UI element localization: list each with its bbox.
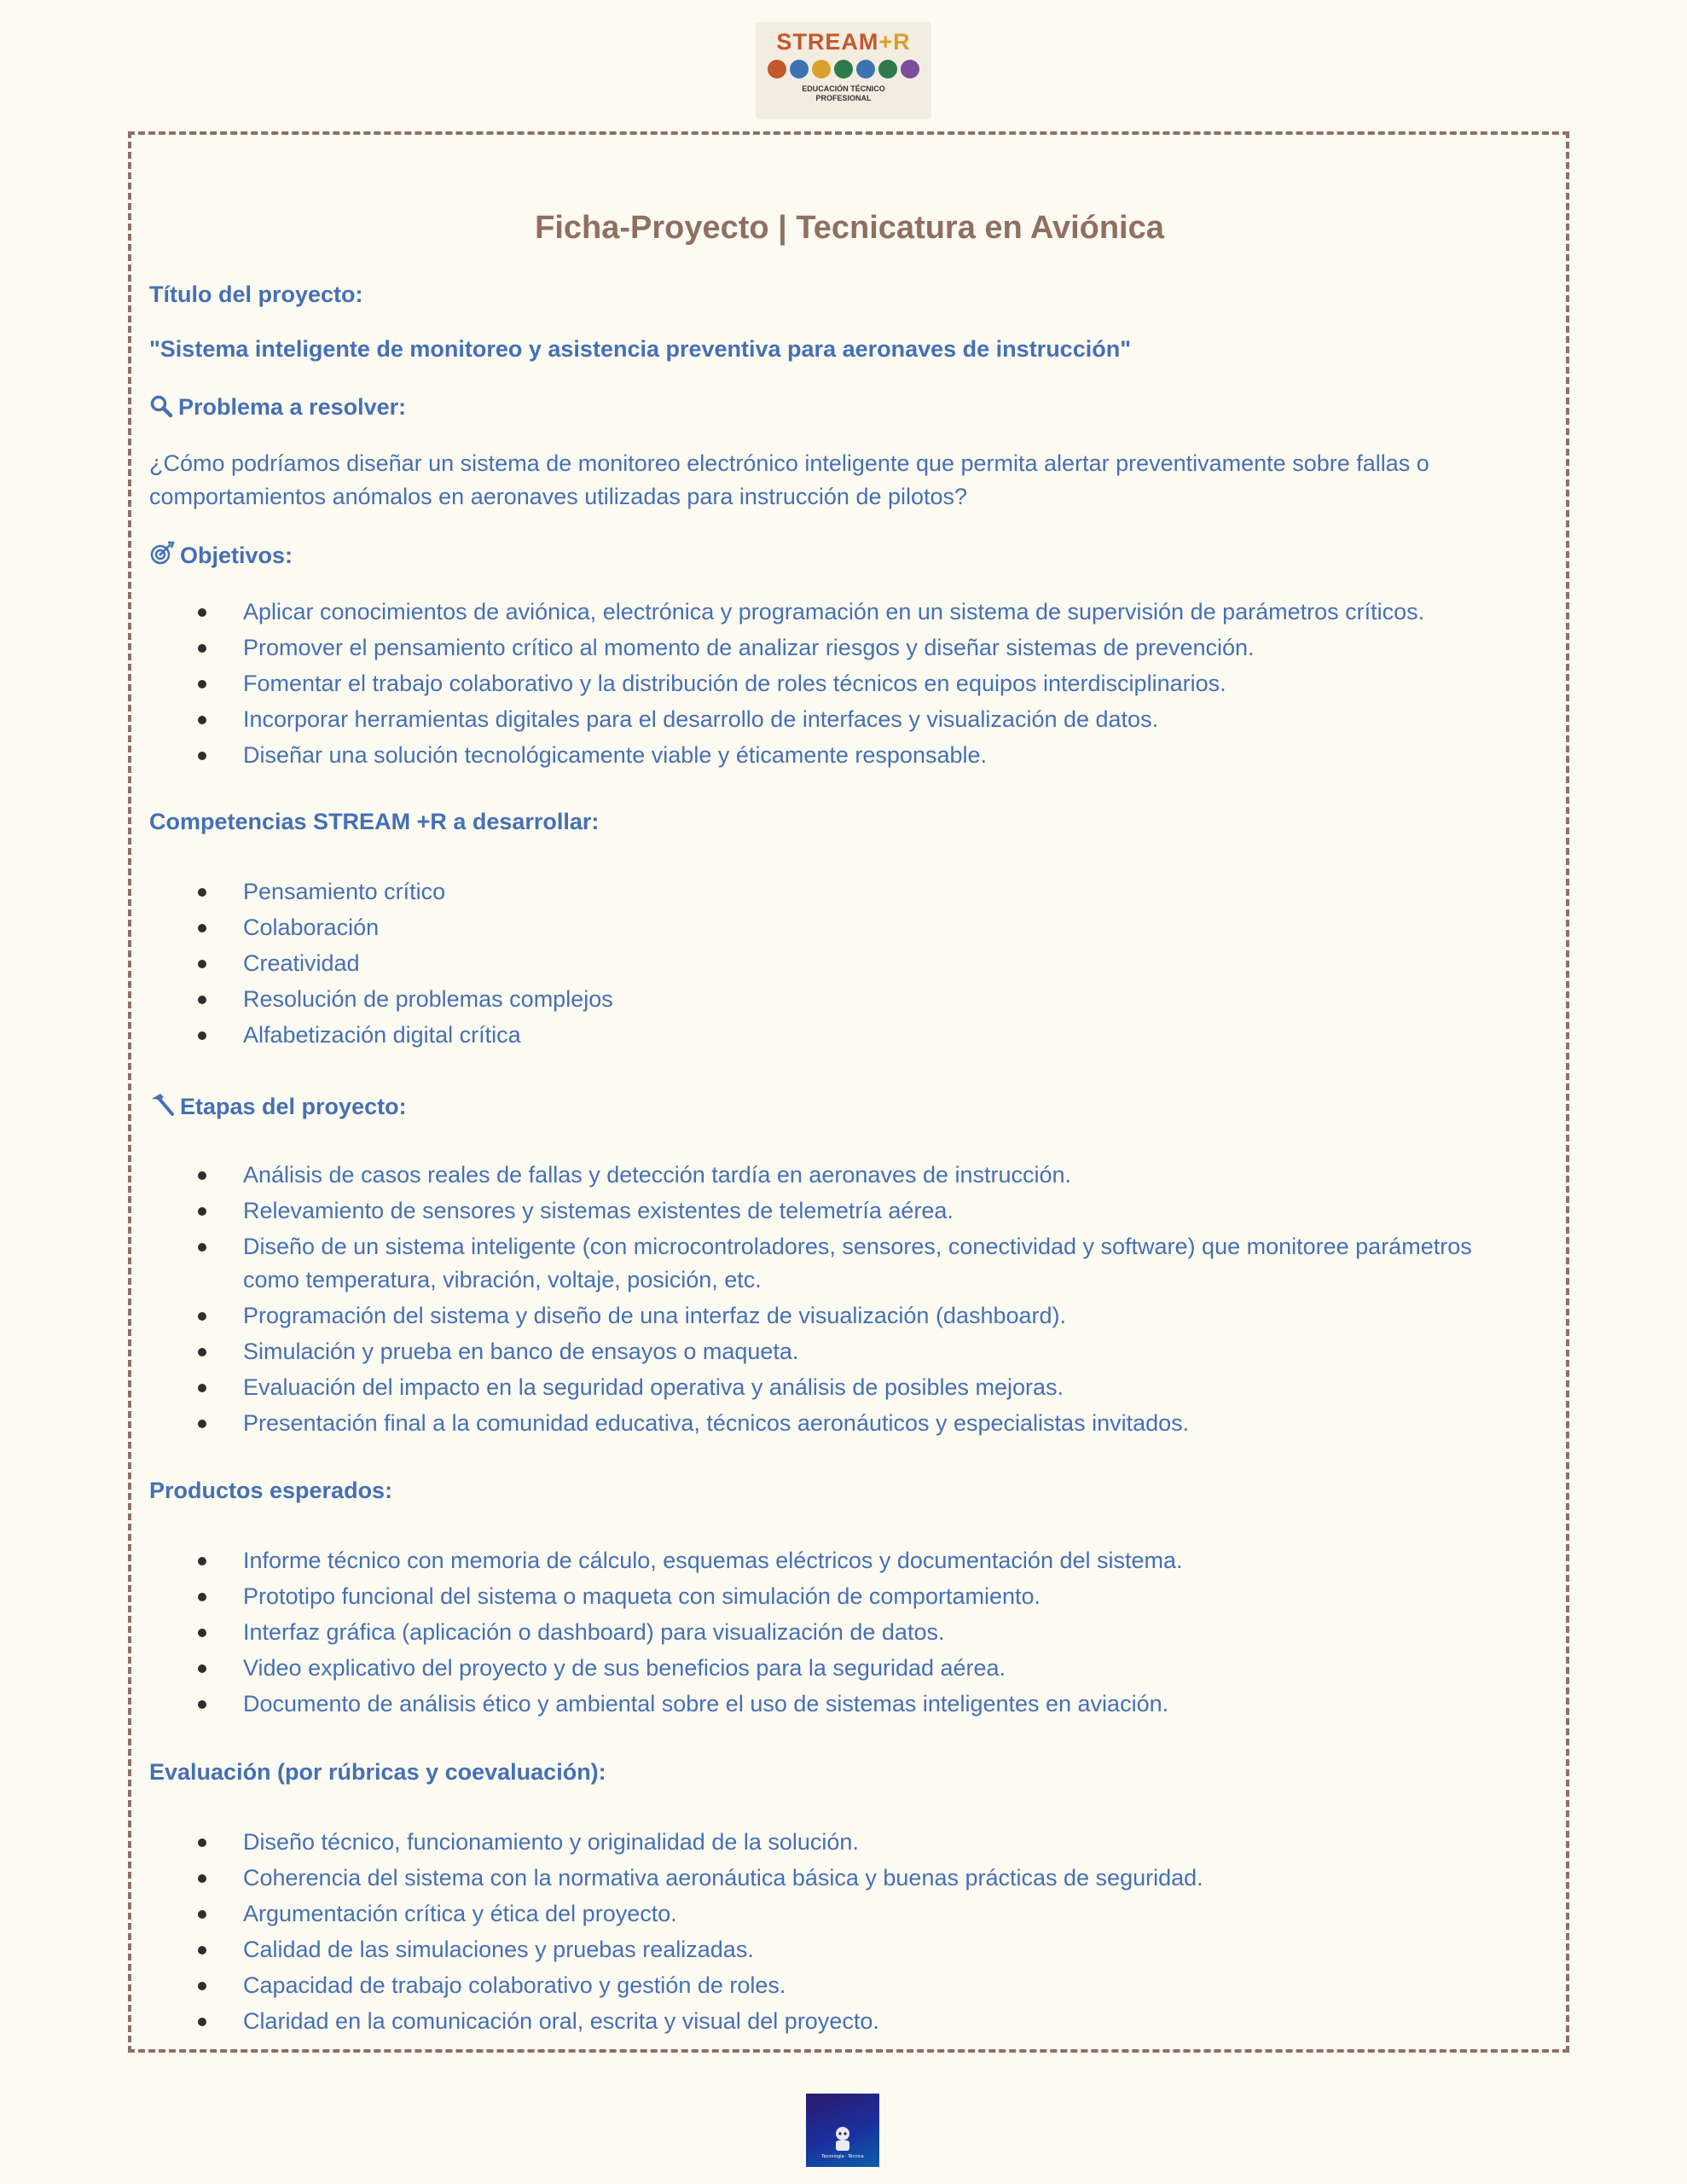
list-item: Creatividad [149,947,1531,980]
stages-list [149,1159,1531,1443]
competencies-list [149,875,1531,1054]
list-item: Pensamiento crítico [149,875,1531,909]
list-item: Diseñar una solución tecnológicamente viable y éticamente responsable. [149,739,1531,772]
list-item: Argumentación crítica y ética del proyecto. [149,1897,1531,1931]
list-item: Fomentar el trabajo colaborativo y la distribución de roles técnicos en equipos interdisciplinarios. [149,667,1531,700]
problem-text: ¿Cómo podríamos diseñar un sistema de monitoreo electrónico inteligente que permita alertar preventivamente sobre fallas o comportamientos anómalos en aeronaves utilizadas para instrucción de pilotos? [149,450,1429,509]
list-item: Simulación y prueba en banco de ensayos o maqueta. [149,1335,1531,1368]
list-item: Prototipo funcional del sistema o maqueta con simulación de comportamiento. [149,1580,1531,1613]
target-icon [149,541,175,566]
competencies-heading: Competencias STREAM +R a desarrollar: [149,809,600,834]
list-item: Diseño de un sistema inteligente (con microcontroladores, sensores, conectividad y software) que monitoree parámetros como temperatura, vibración, voltaje, posición, etc. [149,1230,1531,1297]
project-title-label: Título del proyecto: [149,282,363,307]
list-item: Programación del sistema y diseño de una interfaz de visualización (dashboard). [149,1299,1531,1333]
list-item: Relevamiento de sensores y sistemas existentes de telemetría aérea. [149,1194,1531,1228]
products-heading: Productos esperados: [149,1478,393,1503]
list-item: Diseño técnico, funcionamiento y originalidad de la solución. [149,1826,1531,1859]
list-item: Aplicar conocimientos de aviónica, electrónica y programación en un sistema de supervisión de parámetros críticos. [149,595,1531,629]
page-title: Ficha-Proyecto | Tecnicatura en Aviónica [535,210,1164,246]
project-title: "Sistema inteligente de monitoreo y asistencia preventiva para aeronaves de instrucción" [149,336,1132,362]
list-item: Interfaz gráfica (aplicación o dashboard) para visualización de datos. [149,1616,1531,1649]
list-item: Análisis de casos reales de fallas y detección tardía en aeronaves de instrucción. [149,1159,1531,1192]
robot-icon [826,2123,860,2154]
list-item: Promover el pensamiento crítico al momento de analizar riesgos y diseñar sistemas de prevención. [149,631,1531,665]
logo-word-text: STREAM [776,29,879,55]
logo-plus-r: +R [878,29,911,55]
list-item: Claridad en la comunicación oral, escrita y visual del proyecto. [149,2005,1531,2038]
list-item: Documento de análisis ético y ambiental sobre el uso de sistemas inteligentes en aviación. [149,1687,1531,1721]
evaluation-list [149,1826,1531,2041]
objectives-list [149,595,1531,775]
list-item: Incorporar herramientas digitales para el desarrollo de interfaces y visualización de datos. [149,703,1531,736]
list-item: Resolución de problemas complejos [149,983,1531,1016]
list-item: Colaboración [149,911,1531,944]
list-item: Evaluación del impacto en la seguridad operativa y análisis de posibles mejoras. [149,1371,1531,1404]
logo-subtitle: EDUCACIÓN TÉCNICO PROFESIONAL [802,84,885,102]
list-item: Alfabetización digital crítica [149,1019,1531,1052]
list-item: Calidad de las simulaciones y pruebas realizadas. [149,1933,1531,1966]
list-item: Video explicativo del proyecto y de sus beneficios para la seguridad aérea. [149,1652,1531,1685]
logo-discipline-icons [768,60,919,78]
stream-r-logo [756,22,931,119]
logo-caption: Tecnología · Técnica [821,2154,864,2159]
list-item: Informe técnico con memoria de cálculo, esquemas eléctricos y documentación del sistema. [149,1544,1531,1577]
evaluation-heading: Evaluación (por rúbricas y coevaluación): [149,1759,606,1785]
list-item: Coherencia del sistema con la normativa aeronáutica básica y buenas prácticas de seguridad. [149,1862,1531,1895]
stages-heading: Etapas del proyecto: [149,1092,407,1120]
list-item: Capacidad de trabajo colaborativo y gestión de roles. [149,1969,1531,2002]
magnifier-icon [149,394,173,418]
tecnologia-tecnica-logo [806,2094,879,2167]
list-item: Presentación final a la comunidad educativa, técnicos aeronáuticos y especialistas invitados. [149,1407,1531,1440]
objectives-heading: Objetivos: [149,541,293,569]
logo-wordmark [776,29,910,55]
problem-heading: Problema a resolver: [149,394,406,421]
products-list [149,1544,1531,1723]
hammer-icon [149,1092,175,1118]
